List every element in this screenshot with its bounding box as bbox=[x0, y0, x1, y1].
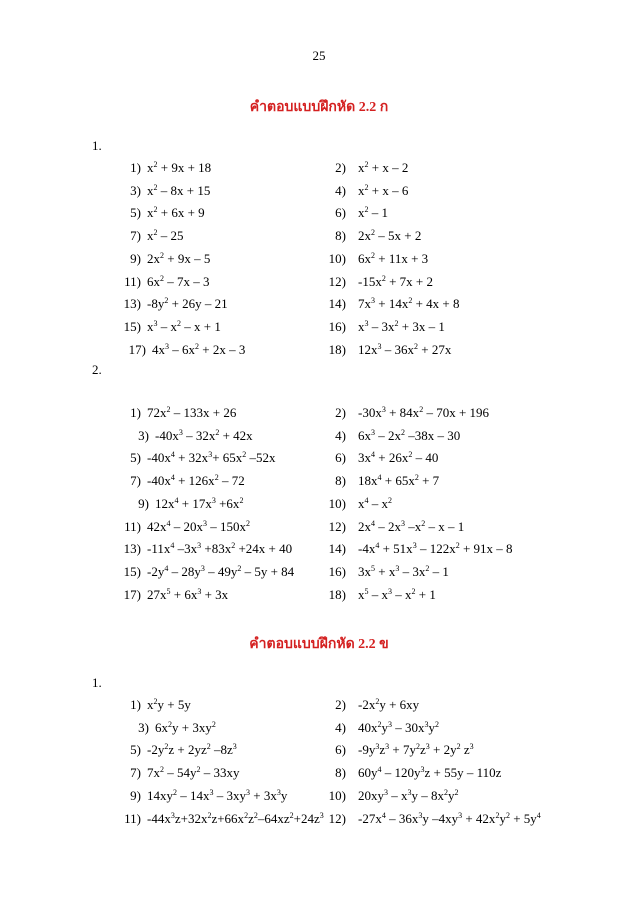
item-number: 9) bbox=[130, 250, 141, 266]
answer-expression: $x^2 + 6x + 9$ bbox=[147, 205, 205, 221]
answer-expression: $-40x^4 + 32x^3+ 65x^2$ –52x bbox=[147, 450, 276, 466]
item-number: 4) bbox=[335, 427, 346, 443]
item-number: 6) bbox=[335, 450, 346, 466]
answer-expression: $-40x^3 - 32x^2 + 42x$ bbox=[155, 427, 253, 443]
item-number: 18) bbox=[328, 341, 346, 357]
item-number: 7) bbox=[130, 765, 141, 781]
section-heading: คำตอบแบบฝึกหัด 2.2 ข bbox=[249, 637, 389, 652]
answer-expression: $x^5 - x^3 - x^2 + 1$ bbox=[358, 586, 436, 602]
item-number: 17) bbox=[123, 586, 141, 602]
answer-expression: $3x^4 + 26x^2 - 40$ bbox=[358, 450, 439, 466]
item-number: 9) bbox=[138, 495, 149, 511]
item-number: 11) bbox=[124, 518, 141, 534]
item-number: 15) bbox=[123, 563, 141, 579]
answer-expression: $-9y^3z^3 + 7y^2z^3 + 2y^2$ $z^3$ bbox=[358, 742, 474, 758]
answer-expression: $-2y^4 - 28y^3 - 49y^2 - 5y + 84$ bbox=[147, 563, 295, 579]
item-number: 16) bbox=[328, 318, 346, 334]
item-number: 13) bbox=[123, 296, 141, 312]
answer-expression: $-4x^4 + 51x^3 - 122x^2 + 91x - 8$ bbox=[358, 541, 513, 557]
answer-expression: $x^2 + 9x + 18$ bbox=[147, 160, 212, 175]
answer-expression: $x^4 - x^2$ bbox=[358, 495, 392, 511]
question-number: 1. bbox=[92, 675, 102, 690]
item-number: 8) bbox=[335, 473, 346, 489]
item-number: 2) bbox=[335, 697, 346, 712]
item-number: 12) bbox=[328, 273, 346, 289]
answer-expression: $6x^3 - 2x^2$ –38x – 30 bbox=[358, 427, 461, 443]
item-number: 5) bbox=[130, 450, 141, 466]
answer-expression: $x^2 + x - 6$ bbox=[358, 182, 409, 198]
answer-expression: $4x^3 - 6x^2 + 2x - 3$ bbox=[152, 341, 246, 357]
item-number: 4) bbox=[335, 182, 346, 198]
answer-expression: $6x^2y + 3xy^2$ bbox=[155, 719, 216, 735]
answer-expression: $x^3 - x^2 - x + 1$ bbox=[147, 318, 221, 334]
answer-expression: $x^2 - 8x + 15$ bbox=[147, 182, 211, 198]
answer-expression: $x^2 - 1$ bbox=[358, 205, 388, 221]
item-number: 10) bbox=[328, 250, 346, 266]
item-number: 3) bbox=[138, 427, 149, 443]
item-number: 3) bbox=[130, 182, 141, 198]
answer-expression: $27x^5 + 6x^3 + 3x$ bbox=[147, 586, 229, 602]
answer-expression: $12x^3 - 36x^2 + 27x$ bbox=[358, 341, 452, 357]
item-number: 18) bbox=[328, 586, 346, 602]
answer-expression: $72x^2 - 133x + 26$ bbox=[147, 405, 237, 420]
section-heading: คำตอบแบบฝึกหัด 2.2 ก bbox=[249, 100, 389, 115]
item-number: 15) bbox=[123, 318, 141, 334]
item-number: 1) bbox=[130, 405, 141, 420]
answer-expression: $18x^4 + 65x^2 + 7$ bbox=[358, 473, 440, 489]
item-number: 12) bbox=[328, 518, 346, 534]
item-number: 2) bbox=[335, 160, 346, 175]
answer-expression: $x^2y + 5y$ bbox=[147, 697, 191, 712]
item-number: 13) bbox=[123, 541, 141, 557]
answer-expression: $40x^2y^3 - 30x^3y^2$ bbox=[358, 719, 439, 735]
answer-expression: $60y^4 - 120y^3z + 55y - 110z$ bbox=[358, 765, 502, 781]
page-number: 25 bbox=[312, 48, 326, 63]
answer-expression: $-11x^4$ $-3x^3 +83x^2 +24x + 40$ bbox=[147, 541, 293, 557]
item-number: 11) bbox=[124, 273, 141, 289]
item-number: 14) bbox=[328, 296, 346, 312]
item-number: 11) bbox=[124, 810, 141, 826]
answer-expression: $-40x^4 + 126x^2 - 72$ bbox=[147, 473, 245, 489]
answer-expression: $3x^5 + x^3 - 3x^2 - 1$ bbox=[358, 563, 449, 579]
question-number: 2. bbox=[92, 362, 102, 377]
answer-expression: $2x^2 + 9x - 5$ bbox=[147, 250, 211, 266]
item-number: 17) bbox=[128, 341, 146, 357]
item-number: 3) bbox=[138, 719, 149, 735]
answer-expression: $2x^4 - 2x^3$ $-x^2$ – x – 1 bbox=[358, 518, 465, 534]
item-number: 7) bbox=[130, 228, 141, 244]
item-number: 5) bbox=[130, 742, 141, 758]
answer-expression: $-27x^4 - 36x^3y$ $-4xy^3 + 42x^2y^2 + 5y^4$ bbox=[358, 810, 541, 826]
answer-expression: $6x^2 + 11x + 3$ bbox=[358, 250, 429, 266]
item-number: 7) bbox=[130, 473, 141, 489]
item-number: 10) bbox=[328, 495, 346, 511]
item-number: 8) bbox=[335, 765, 346, 781]
item-number: 4) bbox=[335, 719, 346, 735]
item-number: 12) bbox=[328, 810, 346, 826]
item-number: 1) bbox=[130, 160, 141, 175]
item-number: 8) bbox=[335, 228, 346, 244]
answer-expression: $12x^4 + 17x^3 +6x^2$ bbox=[155, 495, 244, 511]
answer-expression: $x^2 - 25$ bbox=[147, 228, 184, 244]
item-number: 6) bbox=[335, 742, 346, 758]
item-number: 14) bbox=[328, 541, 346, 557]
answer-expression: $20xy^3 - x^3y - 8x^2y^2$ bbox=[358, 787, 459, 803]
answer-expression: $7x^3 + 14x^2 + 4x + 8$ bbox=[358, 296, 460, 312]
item-number: 2) bbox=[335, 405, 346, 420]
answer-expression: $x^2 + x - 2$ bbox=[358, 160, 409, 175]
answer-expression: $14xy^2 - 14x^3 - 3xy^3 + 3x^3y$ bbox=[147, 787, 288, 803]
answer-expression: $-2x^2y + 6xy$ bbox=[358, 697, 420, 712]
answer-expression: $2x^2 - 5x + 2$ bbox=[358, 228, 422, 244]
item-number: 1) bbox=[130, 697, 141, 712]
answer-expression: $-44x^3z+32x^2z+66x^2z^2-64xz^2+24z^3$ bbox=[147, 810, 324, 826]
answer-expression: $-8y^2 + 26y - 21$ bbox=[147, 296, 228, 312]
answer-expression: $-2y^2z + 2yz^2$ $-8z^3$ bbox=[147, 742, 237, 758]
answer-expression: $42x^4 - 20x^3 - 150x^2$ bbox=[147, 518, 250, 534]
question-number: 1. bbox=[92, 138, 102, 153]
item-number: 16) bbox=[328, 563, 346, 579]
answer-expression: $-30x^3 + 84x^2 - 70x + 196$ bbox=[358, 405, 490, 420]
answer-expression: $-15x^2 + 7x + 2$ bbox=[358, 273, 434, 289]
item-number: 6) bbox=[335, 205, 346, 221]
answer-expression: $7x^2 - 54y^2 - 33xy$ bbox=[147, 765, 240, 781]
item-number: 10) bbox=[328, 787, 346, 803]
answer-expression: $x^3 - 3x^2 + 3x - 1$ bbox=[358, 318, 445, 334]
answer-expression: $6x^2 - 7x - 3$ bbox=[147, 273, 210, 289]
item-number: 9) bbox=[130, 787, 141, 803]
item-number: 5) bbox=[130, 205, 141, 221]
